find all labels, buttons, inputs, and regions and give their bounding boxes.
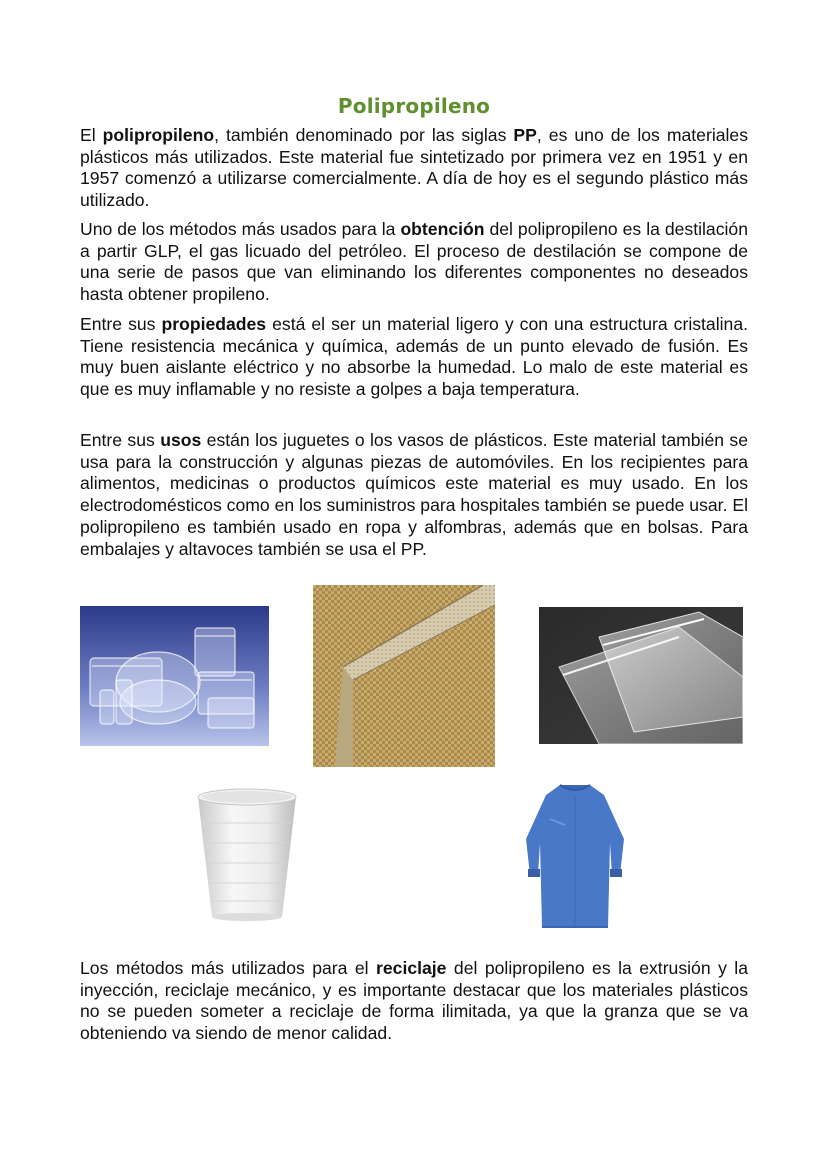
text-run: están los juguetes o los vasos de plásticos. Este material también se usa para la construcción y algunas piezas de automóviles. En los recipientes para alimentos, medicinas o productos químicos este material es muy usado. En los electrodomésticos como en los suministros para hospitales también se puede usar. El polipropileno es también usado en ropa y alfombras, además que en bolsas. Para embalajes y altavoces también se usa el PP. [80, 430, 748, 559]
text-run: , es uno de los materiales plásticos más utilizados. Este material fue sintetizado por primera vez en 1951 y en 1957 comenzó a utilizarse comercialmente. A día de hoy es el segundo plástico más utilizado. [80, 125, 748, 211]
bold-term-propiedades: propiedades [161, 314, 267, 334]
page-title: Polipropileno [337, 94, 491, 119]
text-run: Entre sus [80, 314, 162, 334]
paragraph-introduction [80, 125, 748, 212]
text-run: Los métodos más utilizados para el [80, 958, 377, 978]
paragraph-propiedades [80, 314, 748, 401]
text-run: del polipropileno es la extrusión y la inyección, reciclaje mecánico, y es importante destacar que los materiales plásticos no se pueden someter a reciclaje de forma ilimitada, ya que la granza que se va obteniendo va siendo de menor calidad. [80, 958, 749, 1044]
text-run: del polipropileno es la destilación a partir GLP, el gas licuado del petróleo. El proceso de destilación se compone de una serie de pasos que van eliminando los diferentes componentes no deseados hasta obtener propileno. [80, 219, 748, 305]
text-run: Entre sus [80, 430, 161, 450]
bold-term-polipropileno: polipropileno [102, 125, 215, 145]
photo-rug [313, 585, 495, 767]
photo-plastic-containers [80, 606, 269, 746]
text-run: Uno de los métodos más usados para la [80, 219, 401, 239]
bold-term-pp: PP [513, 125, 537, 145]
paragraph-usos [80, 430, 748, 560]
photo-plastic-cup [190, 783, 305, 923]
photo-plastic-bags [539, 607, 743, 744]
bold-term-obtencion: obtención [400, 219, 485, 239]
paragraph-obtencion [80, 219, 748, 306]
bold-term-reciclaje: reciclaje [376, 958, 447, 978]
text-run: , también denominado por las siglas [214, 125, 514, 145]
paragraph-reciclaje [80, 958, 748, 1045]
photo-surgical-gown [520, 779, 630, 929]
text-run: está el ser un material ligero y con una estructura cristalina. Tiene resistencia mecánica y química, además de un punto elevado de fusión. Es muy buen aislante eléctrico y no absorbe la humedad. Lo malo de este material es que es muy inflamable y no resiste a golpes a baja temperatura. [80, 314, 748, 400]
bold-term-usos: usos [160, 430, 202, 450]
text-run: El [80, 125, 103, 145]
